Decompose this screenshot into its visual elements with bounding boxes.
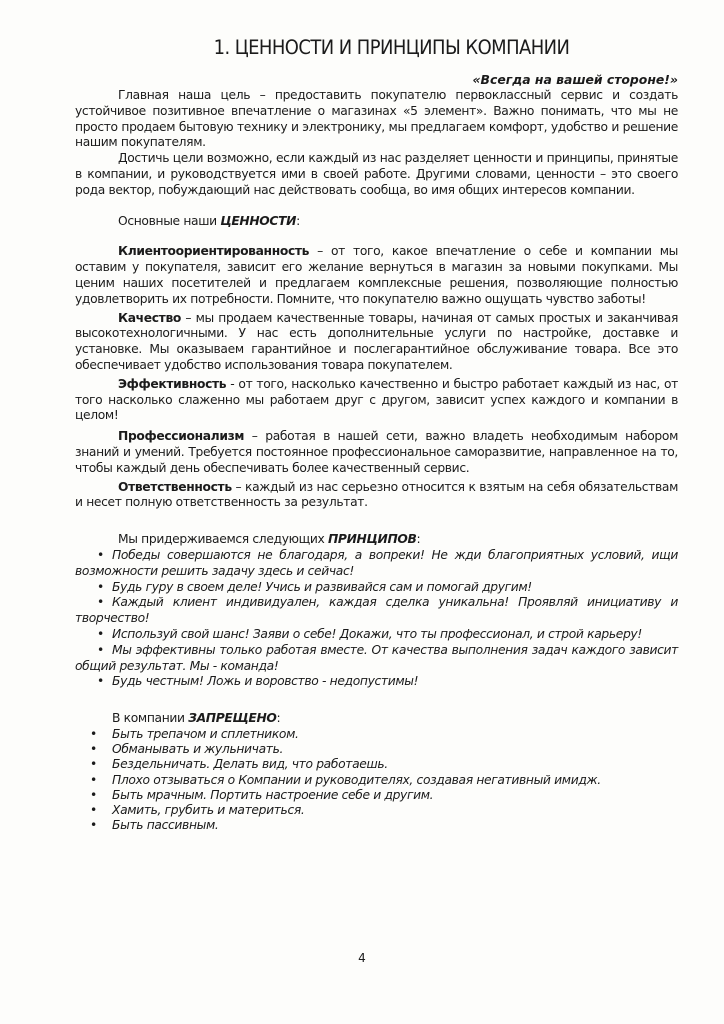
bullet-icon: • bbox=[90, 742, 97, 757]
value-term: Эффективность bbox=[118, 376, 227, 391]
values-heading bbox=[118, 214, 678, 230]
forbidden-text: Обманывать и жульничать. bbox=[112, 742, 284, 757]
bullet-icon: • bbox=[97, 547, 104, 562]
forbidden-heading-prefix: В компании bbox=[112, 711, 189, 726]
forbidden-text: Быть трепачом и сплетником. bbox=[112, 726, 299, 741]
bullet-icon: • bbox=[90, 757, 97, 772]
value-item bbox=[75, 244, 678, 307]
value-text: – каждый из нас серьезно относится к взятым на себя обязательствам и несет полную ответственность за результат. bbox=[75, 479, 678, 510]
value-item bbox=[75, 480, 678, 512]
bullet-icon: • bbox=[90, 772, 97, 787]
bullet-icon: • bbox=[97, 642, 104, 657]
bullet-icon: • bbox=[90, 818, 97, 833]
values-heading-suffix: : bbox=[296, 213, 300, 228]
forbidden-text: Хамить, грубить и материться. bbox=[112, 802, 305, 817]
principle-text: Используй свой шанс! Заяви о себе! Докажи, что ты профессионал, и строй карьеру! bbox=[112, 626, 642, 641]
forbidden-item bbox=[75, 742, 678, 757]
principles-heading-emphasis: ПРИНЦИПОВ bbox=[327, 532, 417, 547]
value-item bbox=[75, 311, 678, 374]
principles-heading-prefix: Мы придерживаемся следующих bbox=[118, 532, 328, 547]
principle-item bbox=[75, 643, 678, 675]
forbidden-text: Бездельничать. Делать вид, что работаешь. bbox=[112, 757, 388, 772]
principles-list bbox=[75, 548, 678, 690]
document-page bbox=[75, 34, 678, 833]
value-item bbox=[75, 429, 678, 476]
page-title: 1. ЦЕННОСТИ И ПРИНЦИПЫ КОМПАНИИ bbox=[213, 36, 570, 59]
principles-heading bbox=[118, 532, 678, 548]
principle-text: Каждый клиент индивидуален, каждая сделка уникальна! Проявляй инициативу и творчество! bbox=[75, 595, 678, 626]
forbidden-item bbox=[75, 818, 678, 833]
forbidden-item bbox=[75, 727, 678, 742]
value-term: Ответственность bbox=[118, 479, 232, 494]
bullet-icon: • bbox=[97, 595, 104, 610]
value-term: Клиентоориентированность bbox=[118, 244, 310, 259]
forbidden-text: Плохо отзываться о Компании и руководителях, создавая негативный имидж. bbox=[112, 772, 601, 787]
principle-item bbox=[75, 580, 678, 596]
value-item bbox=[75, 377, 678, 424]
forbidden-heading-suffix: : bbox=[276, 711, 281, 726]
principle-item bbox=[75, 595, 678, 627]
value-text: – мы продаем качественные товары, начиная от самых простых и заканчивая высокотехнологичными. У нас есть дополнительные услуги по настройке, доставке и установке. Мы оказываем гарантийное и послегарантийное обслуживание товара. Все это обеспечивает удобство использования товара покупателем. bbox=[75, 310, 678, 372]
forbidden-item bbox=[75, 803, 678, 818]
principle-text: Мы эффективны только работая вместе. От качества выполнения задач каждого зависит общий результат. Мы - команда! bbox=[75, 642, 678, 673]
forbidden-text: Быть пассивным. bbox=[112, 818, 219, 833]
bullet-icon: • bbox=[97, 674, 104, 689]
company-motto: «Всегда на вашей стороне!» bbox=[472, 72, 678, 87]
forbidden-item bbox=[75, 757, 678, 772]
forbidden-heading bbox=[112, 711, 678, 727]
principle-item bbox=[75, 627, 678, 643]
value-term: Качество bbox=[118, 310, 181, 325]
bullet-icon: • bbox=[97, 626, 104, 641]
intro-paragraph-2: Достичь цели возможно, если каждый из нас разделяет ценности и принципы, принятые в компании, и руководствуется ими в своей работе. Другими словами, ценности – это своего рода вектор, побуждающий нас действовать сообща, во имя общих интересов компании. bbox=[75, 151, 678, 197]
forbidden-heading-emphasis: ЗАПРЕЩЕНО bbox=[188, 711, 277, 726]
value-text: – от того, какое впечатление о себе и компании мы оставим у покупателя, зависит его желание вернуться в магазин за новыми покупками. Мы ценим наших посетителей и предлагаем комплексные решения, позволяющие полностью удовлетворить их потребности. Помните, что покупателю важно ощущать чувство заботы! bbox=[75, 244, 678, 306]
principle-text: Будь честным! Ложь и воровство - недопустимы! bbox=[112, 674, 419, 689]
value-text: – работая в нашей сети, важно владеть необходимым набором знаний и умений. Требуется постоянное профессиональное саморазвитие, направленное на то, чтобы каждый день обеспечивать более качественный сервис. bbox=[75, 429, 678, 475]
principle-item bbox=[75, 548, 678, 580]
values-heading-emphasis: ЦЕННОСТИ bbox=[220, 213, 297, 228]
value-term: Профессионализм bbox=[118, 429, 245, 444]
principle-item bbox=[75, 674, 678, 690]
forbidden-list bbox=[75, 727, 678, 833]
value-text: - от того, насколько качественно и быстро работает каждый из нас, от того насколько слаженно мы работаем друг с другом, зависит успех каждого и компании в целом! bbox=[75, 376, 678, 423]
principle-text: Победы совершаются не благодаря, а вопреки! Не жди благоприятных условий, ищи возможности решить задачу здесь и сейчас! bbox=[75, 547, 678, 578]
forbidden-item bbox=[75, 788, 678, 803]
bullet-icon: • bbox=[90, 802, 97, 817]
principles-heading-suffix: : bbox=[416, 532, 421, 547]
forbidden-text: Быть мрачным. Портить настроение себе и другим. bbox=[112, 787, 434, 802]
page-number: 4 bbox=[358, 951, 366, 965]
forbidden-item bbox=[75, 773, 678, 788]
bullet-icon: • bbox=[90, 787, 97, 802]
intro-paragraph-1: Главная наша цель – предоставить покупателю первоклассный сервис и создать устойчивое позитивное впечатление о магазинах «5 элемент». Важно понимать, что мы не просто продаем бытовую технику и электронику, мы предлагаем комфорт, удобство и решение нашим покупателям. bbox=[75, 88, 678, 150]
bullet-icon: • bbox=[90, 726, 97, 741]
bullet-icon: • bbox=[97, 579, 104, 594]
values-heading-prefix: Основные наши bbox=[118, 213, 221, 228]
principle-text: Будь гуру в своем деле! Учись и развивайся сам и помогай другим! bbox=[112, 579, 532, 594]
